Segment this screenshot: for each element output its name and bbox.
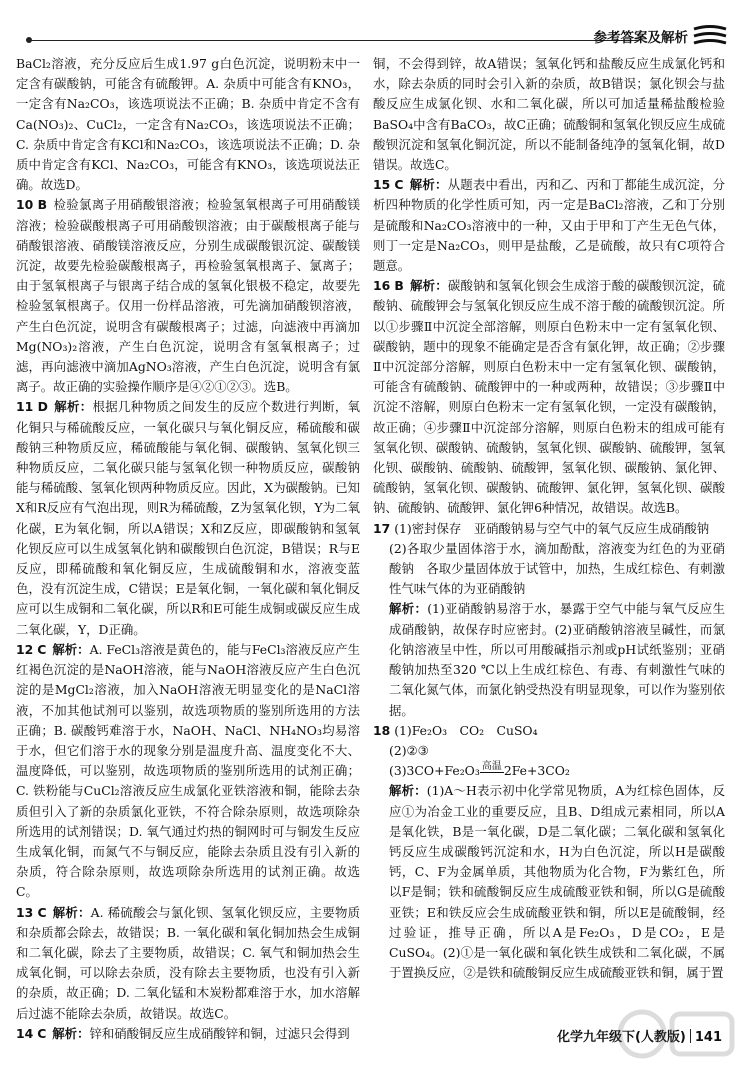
question-number: 10 [16, 197, 34, 213]
answer-choice: B [37, 197, 48, 213]
header-rule [30, 40, 638, 41]
answer-choice: C [37, 641, 47, 657]
footer-subject: 化学九年级下(人教版) [556, 1030, 686, 1045]
question-number: 16 [373, 278, 391, 294]
entry-subpart: (2)②③ [389, 742, 429, 758]
answer-entry [16, 640, 360, 903]
answer-entry [16, 1024, 360, 1044]
analysis-label: 解析： [52, 1025, 90, 1041]
page-number: 141 [694, 1030, 722, 1045]
entry-text: 锌和硝酸铜反应生成硝酸锌和铜，过滤只会得到 [89, 1025, 350, 1041]
analysis-label: 解析： [52, 904, 91, 920]
analysis-label: 解析： [53, 399, 93, 415]
equation-left: (3)3CO+Fe₂O₃ [389, 763, 480, 779]
right-column [373, 54, 725, 983]
analysis-label: 解析： [389, 601, 428, 617]
answer-entry [373, 276, 725, 518]
question-number: 11 [16, 399, 34, 415]
question-number: 17 [373, 520, 391, 536]
entry-text: 碳酸钠和氢氧化钡会生成溶于酸的碳酸钡沉淀，硫酸钠、硫酸钾会与氢氧化钡反应生成不溶于酸的硫酸钡沉淀。所以①步骤Ⅱ中沉淀全部溶解，则原白色粉末中一定有氢氧化钡、碳酸钠，题中的现象不能确定是否含有氯化钾，故正确；②步骤Ⅱ中沉淀部分溶解，则原白色粉末中一定有氢氧化钡、碳酸钠，可能含有硫酸钠、硫酸钾中的一种或两种，故错误；③步骤Ⅱ中沉淀不溶解，则原白色粉末一定有氢氧化钡，一定没有碳酸钠，故正确；④步骤Ⅱ中沉淀部分溶解，则原白色粉末的组成可能有氢氧化钡、碳酸钠、硫酸钠，氢氧化钡、碳酸钠、硫酸钾，氢氧化钡、碳酸钠、硫酸钠、硫酸钾，氢氧化钡、碳酸钠、氯化钾、硫酸钠，氢氧化钡、碳酸钠、硫酸钾、氯化钾，氢氧化钡、碳酸钠、硫酸钠、硫酸钾、氯化钾6种情况，故错误。故选B。 [373, 278, 725, 516]
answer-choice: C [37, 1025, 47, 1041]
entry-text: 检验氯离子用硝酸银溶液；检验氢氧根离子可用硝酸镁溶液；检验碳酸根离子可用硝酸钡溶液；由于碳酸根离子能与硝酸银溶液、硝酸镁溶液反应，分别生成碳酸银沉淀、碳酸镁沉淀，故要先检验碳酸根离子，再检验氢氧根离子、氯离子；由于氢氧根离子与银离子结合成的氢氧化银极不稳定，故要先检验氢氧根离子。仅用一份样品溶液，可先滴加硝酸钡溶液，产生白色沉淀，说明含有碳酸根离子；过滤，向滤液中再滴加Mg(NO₃)₂溶液，产生白色沉淀，说明含有氢氧根离子；过滤，再向滤液中滴加AgNO₃溶液，产生白色沉淀，说明含有氯离子。故正确的实验操作顺序是④②①②③。选B。 [16, 197, 360, 395]
question-number: 13 [16, 904, 34, 920]
entry-text: A. 稀硫酸会与氯化钡、氢氧化钡反应，主要物质和杂质都会除去，故错误；B. 一氧化碳和氧化铜加热会生成铜和二氧化碳，除去了主要物质，故错误；C. 氧气和铜加热会生成氧化铜，可以除去杂质，没有除去主要物质，也没有引入新的杂质，故正确；D. 二氧化锰和木炭粉都难溶于水，加水溶解后过滤不能除去杂质，故错误。故选C。 [16, 904, 361, 1021]
analysis-paragraph [373, 781, 725, 983]
question-number: 12 [16, 641, 34, 657]
answer-choice: D [37, 399, 48, 415]
answer-entry [373, 54, 725, 175]
reaction-condition: 高温 [481, 761, 502, 773]
analysis-label: 解析： [389, 783, 427, 799]
analysis-label: 解析： [409, 278, 448, 294]
entry-text: (1)Fe₂O₃ CO₂ CuSO₄ [394, 722, 538, 738]
answer-entry [373, 519, 725, 539]
entry-text: BaCl₂溶液，充分反应后生成1.97 g白色沉淀，说明粉末中一定含有碳酸钠，可能含有硫酸钾。A. 杂质中可能含有KNO₃，一定含有Na₂CO₃，该选项说法不正确；B. 杂质中肯定不含有Ca(NO₃)₂、CuCl₂，一定含有Na₂CO₃，该选项说法不正确；C. 杂质中肯定含有KCl和Na₂CO₃，该选项说法不正确；D. 杂质中肯定含有KCl、Na₂CO₃，可能含有KNO₃，该选项说法正确。故选D。 [16, 56, 360, 193]
watermark-stamp-icon [612, 999, 742, 1069]
question-number: 18 [373, 722, 391, 738]
answer-choice: C [37, 904, 47, 920]
chemical-equation [373, 761, 725, 781]
left-column [16, 54, 360, 1044]
entry-subpart: (2)各取少量固体溶于水，滴加酚酞，溶液变为红色的为亚硝酸钠 各取少量固体放于试管中，加热，生成红棕色、有刺激性气味气体的为亚硝酸钠 [389, 540, 725, 597]
answer-entry [16, 397, 360, 639]
answer-entry [16, 903, 360, 1024]
entry-text: 从题表中看出，丙和乙、丙和丁都能生成沉淀，分析四种物质的化学性质可知，丙一定是BaCl₂溶液，乙和丁分别是硫酸和Na₂CO₃溶液中的一种，又由于甲和丁产生无色气体，则丁一定是Na₂CO₃，则甲是盐酸，乙是硫酸，故只有C项符合题意。 [373, 177, 725, 274]
book-stack-icon [692, 24, 728, 48]
entry-text: A. FeCl₃溶液是黄色的，能与FeCl₃溶液反应产生红褐色沉淀的是NaOH溶液，能与NaOH溶液反应产生白色沉淀的是MgCl₂溶液，加入NaOH溶液无明显变化的是NaCl溶液，不加其他试剂可以鉴别，故选项物质的鉴别所选用的方法正确；B. 碳酸钙难溶于水，NaOH、NaCl、NH₄NO₃均易溶于水，但它们溶于水的现象分别是温度升高、温度变化不大、温度降低，可以鉴别，故选项物质的鉴别所选用的试剂正确；C. 铁粉能与CuCl₂溶液反应生成氯化亚铁溶液和铜，能除去杂质但引入了新的杂质氯化亚铁，不符合除杂原则，故选项除杂所选用的试剂错误；D. 氧气通过灼热的铜网时可与铜发生反应生成氧化铜，而氮气不与铜反应，能除去杂质且没有引入新的杂质，符合除杂原则，故选项除杂所选用的试剂正确。故选C。 [16, 641, 360, 900]
analysis-label: 解析： [52, 641, 90, 657]
analysis-label: 解析： [409, 177, 448, 193]
entry-text: (1)密封保存 亚硝酸钠易与空气中的氧气反应生成硝酸钠 [394, 520, 710, 536]
analysis-text: (1)A～H表示初中化学常见物质，A为红棕色固体，反应①为冶金工业的重要反应，且B、D组成元素相同，所以A是氧化铁，B是一氧化碳，D是二氧化碳；二氧化碳和氢氧化钙反应生成碳酸钙沉淀和水，H为白色沉淀，所以H是碳酸钙，C、F为金属单质，其他物质为化合物，F为紫红色，所以F是铜；铁和硫酸铜反应生成硫酸亚铁和铜，所以G是硫酸亚铁；E和铁反应会生成硫酸亚铁和铜，所以E是硫酸铜，经过验证，推导正确，所以A是Fe₂O₃，D是CO₂，E是CuSO₄。(2)①是一氧化碳和氧化铁生成铁和二氧化碳，不属于置换反应，②是铁和硫酸铜反应生成硫酸亚铁和铜，属于置 [389, 783, 725, 981]
header-dot [26, 37, 32, 43]
question-number: 14 [16, 1025, 34, 1041]
question-number: 15 [373, 177, 391, 193]
header-title: 参考答案及解析 [593, 30, 688, 46]
answer-entry [16, 54, 360, 195]
equation-right: 2Fe+3CO₂ [503, 763, 570, 779]
answer-entry [373, 175, 725, 276]
entry-text: 铜，不会得到锌，故A错误；氢氧化钙和盐酸反应生成氯化钙和水，除去杂质的同时会引入新的杂质，故B错误；氯化钡会与盐酸反应生成氯化钡、水和二氧化碳，所以可加适量稀盐酸检验BaSO₄中含有BaCO₃，故C正确；硫酸铜和氢氧化钡反应生成硫酸钡沉淀和氢氧化铜沉淀，所以不能制备纯净的氢氧化铜，故D错误。故选C。 [373, 56, 725, 173]
entry-text: 根据几种物质之间发生的反应个数进行判断，氧化铜只与稀硫酸反应，一氧化碳只与氧化铜反应，稀硫酸和碳酸钠三种物质反应，稀硫酸能与氧化铜、碳酸钠、氢氧化钡三种物质反应，二氧化碳只能与氢氧化钡一种物质反应，碳酸钠能与稀硫酸、氢氧化钡两种物质反应。因此，X为碳酸钠。已知X和R反应有气泡出现，则R为稀硫酸，Z为氢氧化钡，Y为二氧化碳，E为氧化铜，所以A错误；X和Z反应，即碳酸钠和氢氧化钡反应可以生成氢氧化钠和碳酸钡白色沉淀，B错误；R与E反应，即稀硫酸和氧化铜反应，生成硫酸铜和水，溶液变蓝色，没有沉淀生成，C错误；E是氧化铜，一氧化碳和氧化铜反应可以生成铜和二氧化碳，所以R和E可能生成铜或碳反应生成二氧化碳，Y，D正确。 [16, 399, 361, 637]
answer-entry [373, 721, 725, 741]
analysis-paragraph [373, 599, 725, 720]
answer-choice: B [394, 278, 404, 294]
analysis-text: (1)亚硝酸钠易溶于水，暴露于空气中能与氧气反应生成硝酸钠，故保存时应密封。(2)亚硝酸钠溶液呈碱性，而氯化钠溶液呈中性，所以可用酸碱指示剂或pH试纸鉴别；亚硝酸钠加热至320 ℃以上生成红棕色、有毒、有刺激性气味的二氧化氮气体，而氯化钠受热没有明显现象，可以作为鉴别依据。 [389, 601, 725, 718]
page-header [30, 24, 728, 50]
answer-entry [16, 195, 360, 397]
answer-choice: C [394, 177, 404, 193]
